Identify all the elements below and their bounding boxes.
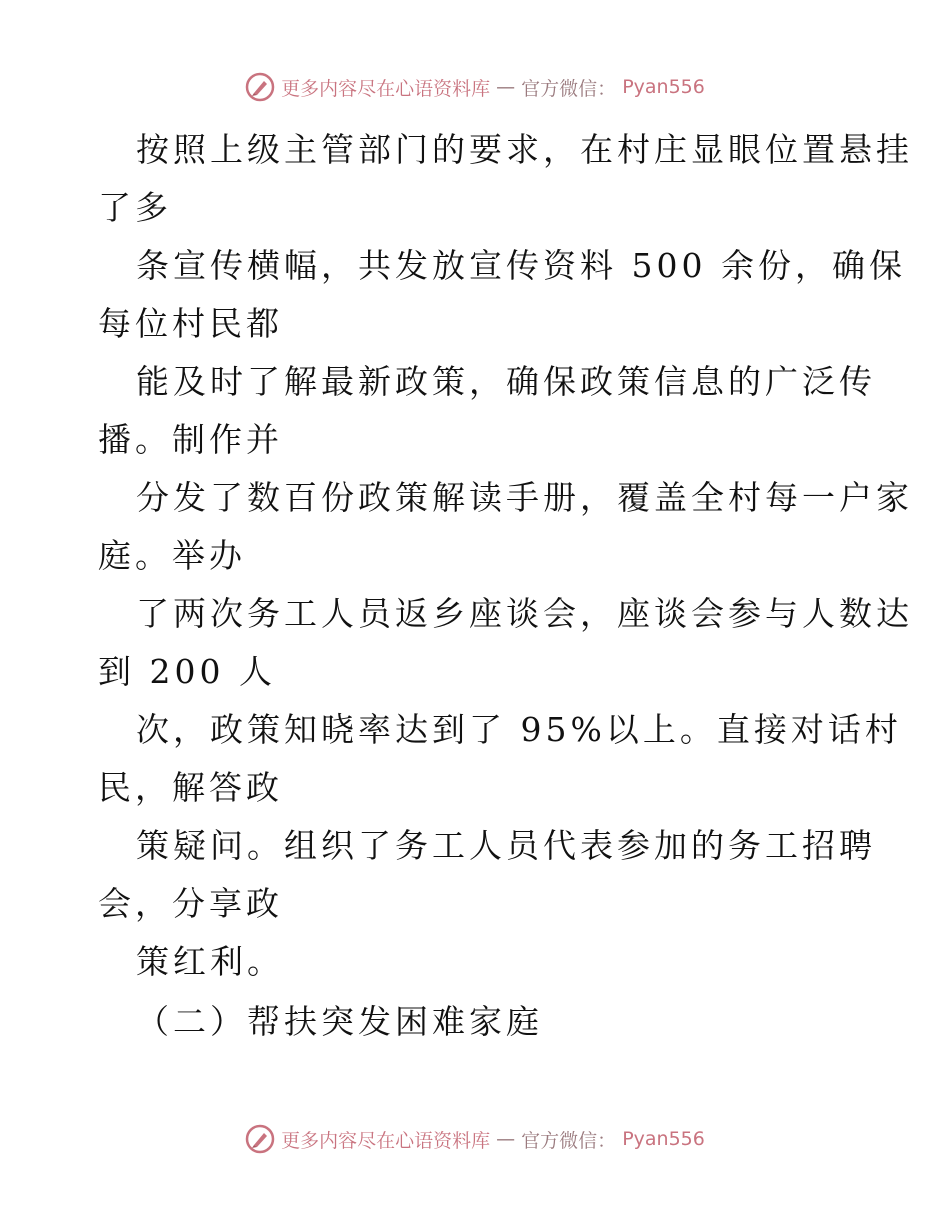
section-heading: （二）帮扶突发困难家庭 [136,1002,543,1041]
watermark-text: 更多内容尽在心语资料库 [281,1129,491,1152]
body-line: 民，解答政 [98,768,283,807]
pen-nib-circle-icon [245,1124,275,1154]
body-line: 策疑问。组织了务工人员代表参加的务工招聘 [136,826,876,865]
body-line: 了两次务工人员返乡座谈会，座谈会参与人数达 [136,594,913,633]
watermark-separator: — [496,76,516,98]
watermark-wechat-id: Pyan556 [622,1128,705,1150]
pen-nib-circle-icon [245,72,275,102]
body-line: 按照上级主管部门的要求，在村庄显眼位置悬挂 [136,130,913,169]
body-line: 会，分享政 [98,884,283,923]
body-line: 了多 [98,188,172,227]
body-line: 播。制作并 [98,420,283,459]
watermark-wechat-label: 官方微信： [521,1129,617,1152]
watermark-text: 更多内容尽在心语资料库 [281,77,491,100]
header-watermark [0,72,950,102]
footer-watermark [0,1124,950,1154]
body-line: 条宣传横幅，共发放宣传资料 500 余份，确保 [136,246,906,285]
body-line: 到 200 人 [98,652,276,691]
watermark-separator: — [496,1128,516,1150]
watermark-wechat-label: 官方微信： [521,77,617,100]
body-line: 次，政策知晓率达到了 95%以上。直接对话村 [136,710,902,749]
body-line: 能及时了解最新政策，确保政策信息的广泛传 [136,362,876,401]
body-line: 分发了数百份政策解读手册，覆盖全村每一户家 [136,478,913,517]
watermark-wechat-id: Pyan556 [622,76,705,98]
body-line: 每位村民都 [98,304,283,343]
body-line: 策红利。 [136,942,284,981]
body-line: 庭。举办 [98,536,246,575]
